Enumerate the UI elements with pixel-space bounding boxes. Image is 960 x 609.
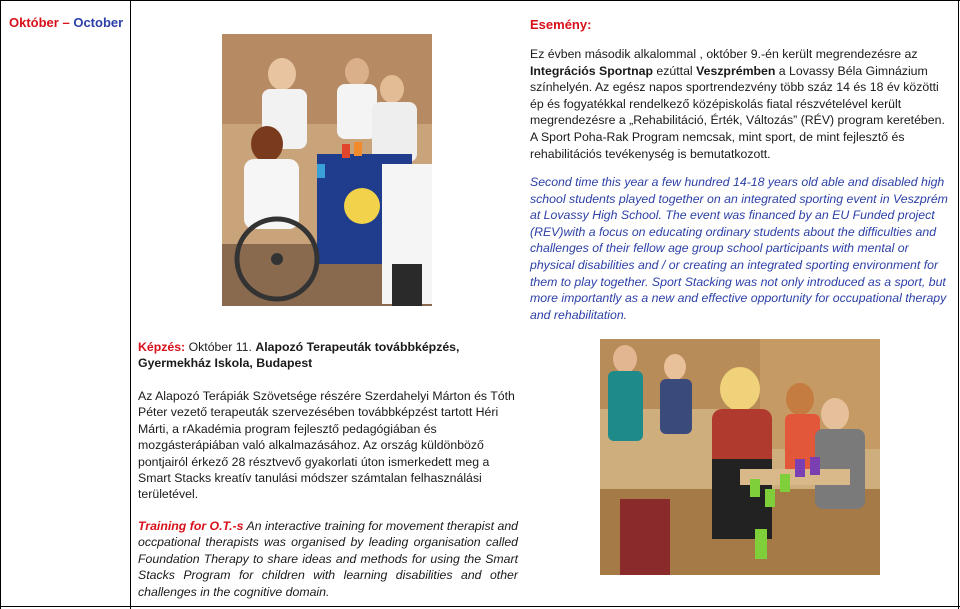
training-en-body: An interactive training for movement therapist and occpational therapists was organised by leading organisation called Foundation Therapy to share ideas and methods for using the Smart Stacks Program for children with learning disabilities and other challenges in the cognitive domain. bbox=[138, 519, 518, 599]
event-text-part: Ez évben második alkalommal , október 9.-én került megrendezésre az bbox=[530, 47, 918, 61]
event-text-en: Second time this year a few hundred 14-18 years old able and disabled high school students played together on an integrated sporting event in Veszprém at Lovassy High School. The event was financed by an EU Funded project (REV)with a focus on educating ordinary students about the difficulties and challenges of their fellow age group school participants with mental or physical disabilities and / or creating an integrated sporting environment for them to play together. Sport Stacking was not only introduced as a sport, but more importantly as a new and effective opportunity for occupational therapy and rehabilitation. bbox=[530, 175, 948, 322]
training-text-en bbox=[138, 518, 518, 600]
table-border-left bbox=[0, 0, 1, 609]
table-divider-month bbox=[130, 0, 131, 609]
training-date: Október 11. bbox=[185, 340, 256, 354]
month-heading bbox=[9, 15, 123, 30]
event-city-bold: Veszprémben bbox=[696, 63, 776, 78]
training-session-photo bbox=[600, 339, 880, 575]
training-heading bbox=[138, 339, 518, 372]
training-label: Képzés: bbox=[138, 340, 186, 354]
table-border-bottom bbox=[0, 606, 960, 607]
event-text-part: ezúttal bbox=[653, 63, 697, 78]
sports-event-photo bbox=[222, 34, 432, 306]
training-title: Alapozó Terapeuták továbbképzés, Gyermekház Iskola, Budapest bbox=[138, 340, 460, 371]
event-heading bbox=[530, 17, 591, 32]
month-separator: – bbox=[62, 15, 70, 30]
training-en-label: Training for O.T.-s bbox=[138, 519, 244, 533]
event-name-bold: Integrációs Sportnap bbox=[530, 63, 653, 78]
month-hu: Október bbox=[9, 15, 59, 30]
event-text-hu bbox=[530, 46, 950, 162]
table-border-right bbox=[958, 0, 959, 609]
event-label: Esemény: bbox=[530, 17, 592, 32]
training-text-hu: Az Alapozó Terápiák Szövetsége részére Szerdahelyi Márton és Tóth Péter vezető terapeuták szervezésében továbbképzést tartott Héri Márti, a rAkadémia program fejlesztő pedagógiában és mozgásterápiában való alkalmazásához. Az ország küldönböző pontjairól érkező 28 résztvevő gyakorlati úton ismerkedett meg a Smart Stacks kreatív tanulási módszer számtalan felhasználási területével. bbox=[138, 389, 515, 502]
event-text-part: a Lovassy Béla Gimnázium színhelyén. Az egész napos sportrendezvény több száz 14 és 18 év közötti ép és fogyatékkal rendelkező középiskolás fiatal részvételével került megrendezésre a „Rehabilitáció, Érték, Változás” (RÉV) program keretében. A Sport Poha-Rak Program nemcsak, mint sport, de mint fejlesztő és rehabilitációs tevékenység is bemutatkozott. bbox=[530, 63, 945, 161]
month-en: October bbox=[73, 15, 124, 30]
table-border-top bbox=[0, 0, 960, 1]
